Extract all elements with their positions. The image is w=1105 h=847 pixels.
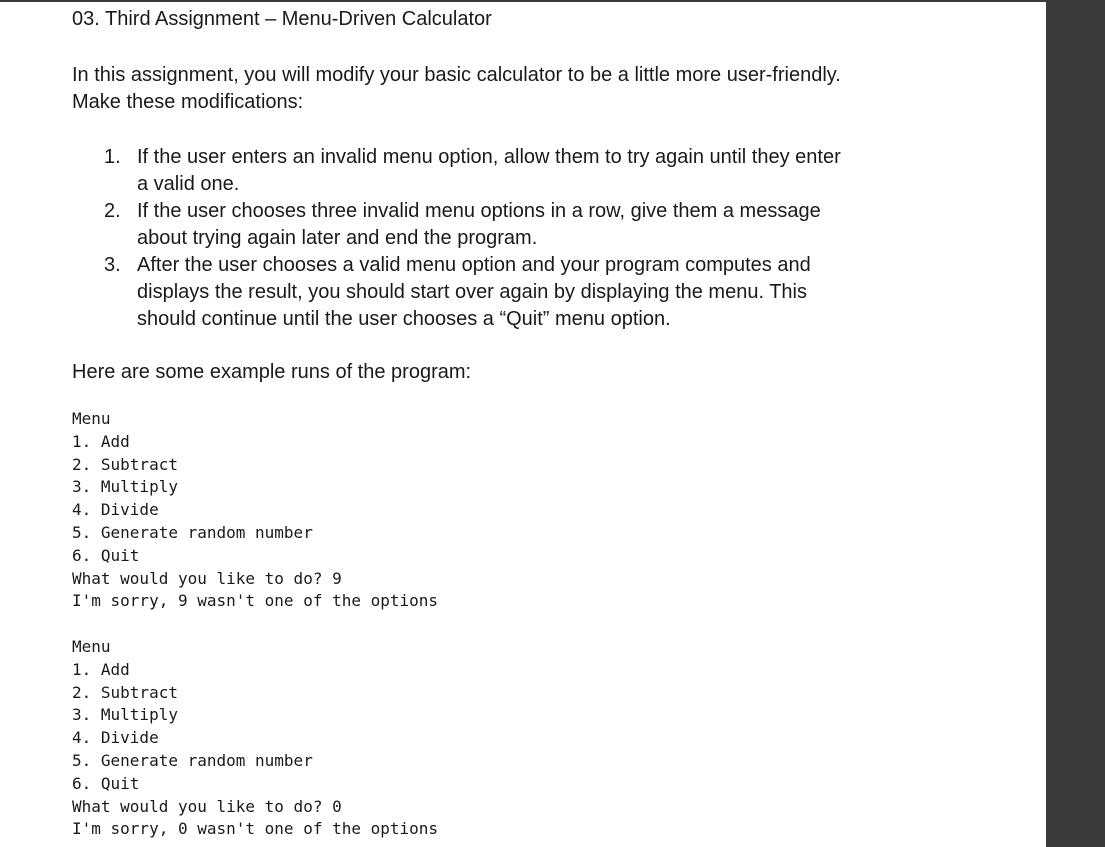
item-number: 2. (104, 200, 121, 222)
run-line: 3. Multiply (72, 477, 178, 497)
run-line: 1. Add (72, 431, 130, 451)
run-line: I'm sorry, 0 wasn't one of the options (72, 819, 439, 839)
run-line: 1. Add (72, 659, 130, 679)
item-line: After the user chooses a valid menu option and your program computes and (137, 254, 811, 276)
run-line: I'm sorry, 9 wasn't one of the options (72, 591, 439, 611)
run-line: 4. Divide (72, 500, 159, 520)
item-line: If the user enters an invalid menu option, allow them to try again until they enter (137, 146, 841, 168)
run-line: 4. Divide (72, 728, 159, 748)
modification-item (104, 198, 904, 252)
modification-item (104, 144, 904, 198)
viewer-scroll-gutter[interactable] (1046, 0, 1105, 847)
run-line: Menu (72, 637, 111, 656)
intro-line: In this assignment, you will modify your basic calculator to be a little more user-friendly. (72, 64, 841, 86)
intro-line: Make these modifications: (72, 91, 304, 113)
document-page (0, 2, 1046, 847)
item-line: If the user chooses three invalid menu options in a row, give them a message (137, 200, 821, 222)
example-run (72, 408, 438, 613)
run-line: 2. Subtract (72, 682, 178, 702)
run-line: 6. Quit (72, 545, 140, 565)
modification-item (104, 252, 904, 333)
run-line: 3. Multiply (72, 705, 178, 725)
intro-paragraph (72, 62, 972, 116)
item-line: about trying again later and end the program. (137, 227, 538, 249)
run-line: Menu (72, 409, 111, 428)
item-number: 1. (104, 146, 121, 168)
run-line: 5. Generate random number (72, 750, 313, 770)
item-number: 3. (104, 254, 121, 276)
example-run (72, 636, 438, 841)
item-line: a valid one. (137, 173, 240, 195)
run-line: What would you like to do? 0 (72, 796, 342, 816)
assignment-title: 03. Third Assignment – Menu-Driven Calculator (72, 8, 492, 30)
run-line: 5. Generate random number (72, 522, 313, 542)
run-line: 6. Quit (72, 773, 140, 793)
run-line: 2. Subtract (72, 454, 178, 474)
examples-intro: Here are some example runs of the program: (72, 361, 472, 383)
item-line: displays the result, you should start over again by displaying the menu. This (137, 281, 807, 303)
run-line: What would you like to do? 9 (72, 568, 342, 588)
modifications-list (104, 144, 904, 333)
item-line: should continue until the user chooses a “Quit” menu option. (137, 308, 671, 330)
